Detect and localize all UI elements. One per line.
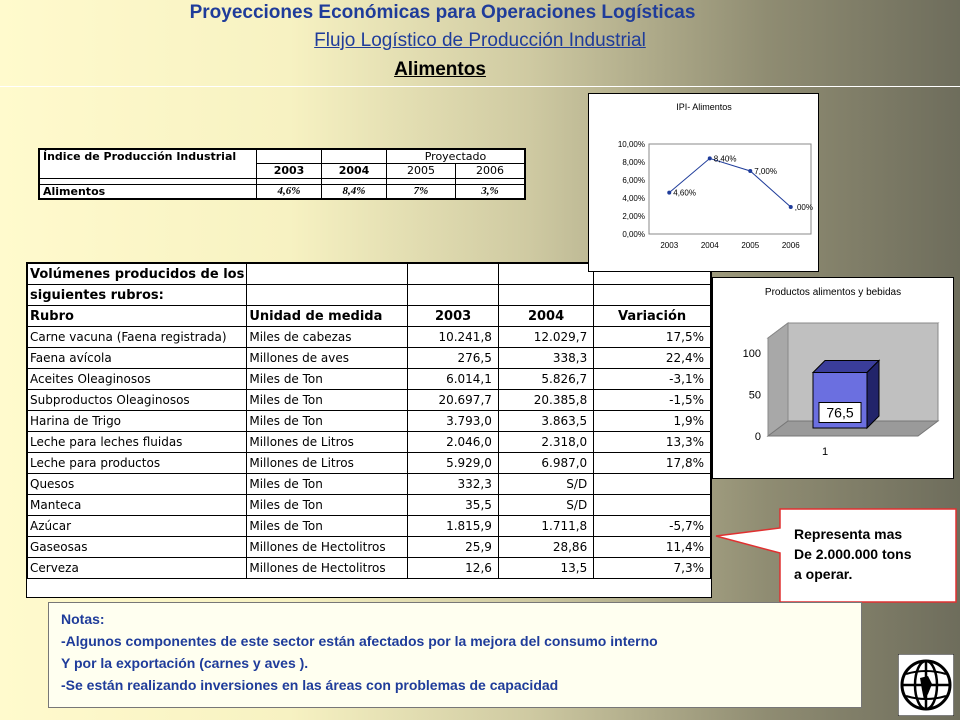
table-row bbox=[28, 432, 711, 453]
data-point bbox=[667, 191, 671, 195]
col-header-rubro: Rubro bbox=[28, 306, 247, 327]
cell-unidad: Miles de Ton bbox=[247, 495, 408, 516]
ipi-group-header: Proyectado bbox=[387, 150, 525, 164]
cell-unidad: Millones de Litros bbox=[247, 453, 408, 474]
ipi-value-2006: 3,% bbox=[456, 184, 525, 198]
ipi-year-2003: 2003 bbox=[257, 164, 322, 178]
data-label: 8,40% bbox=[713, 154, 737, 164]
ipi-value-2003: 4,6% bbox=[257, 184, 322, 198]
ipi-year-2006: 2006 bbox=[456, 164, 525, 178]
col-header-variacion: Variación bbox=[594, 306, 711, 327]
cell-rubro: Manteca bbox=[28, 495, 247, 516]
cell-rubro: Subproductos Oleaginosos bbox=[28, 390, 247, 411]
ipi-table-title: Índice de Producción Industrial bbox=[40, 150, 257, 179]
cell-2003: 12,6 bbox=[408, 558, 499, 579]
cell-2003: 6.014,1 bbox=[408, 369, 499, 390]
table-row bbox=[28, 537, 711, 558]
ipi-table bbox=[38, 148, 526, 200]
cell-2004: 6.987,0 bbox=[498, 453, 593, 474]
col-header-2003: 2003 bbox=[408, 306, 499, 327]
cell-2004: 13,5 bbox=[498, 558, 593, 579]
cell-2004: 1.711,8 bbox=[498, 516, 593, 537]
volumes-title-line2: siguientes rubros: bbox=[28, 285, 247, 306]
cell-unidad: Miles de Ton bbox=[247, 516, 408, 537]
cell-2004: 2.318,0 bbox=[498, 432, 593, 453]
cell-variacion: 22,4% bbox=[594, 348, 711, 369]
table-row bbox=[28, 474, 711, 495]
ipi-line-chart-svg bbox=[589, 94, 818, 271]
col-header-2004: 2004 bbox=[498, 306, 593, 327]
data-label: ,00% bbox=[794, 203, 813, 212]
x-tick-label: 1 bbox=[821, 446, 829, 458]
cell-rubro: Faena avícola bbox=[28, 348, 247, 369]
ipi-year-2005: 2005 bbox=[387, 164, 456, 178]
chart-title: Productos alimentos y bebidas bbox=[764, 287, 902, 298]
cell-rubro: Leche para productos bbox=[28, 453, 247, 474]
cell-2003: 20.697,7 bbox=[408, 390, 499, 411]
table-row bbox=[28, 390, 711, 411]
data-label: 4,60% bbox=[673, 188, 696, 198]
y-tick-label: 10,00% bbox=[617, 140, 645, 149]
y-tick-label: 8,00% bbox=[622, 158, 645, 167]
chart-title: IPI- Alimentos bbox=[676, 102, 732, 112]
ipi-year-2004: 2004 bbox=[322, 164, 387, 178]
x-tick-label: 2005 bbox=[741, 241, 760, 250]
cell-2004: S/D bbox=[498, 474, 593, 495]
table-row bbox=[28, 453, 711, 474]
cell-variacion: 17,8% bbox=[594, 453, 711, 474]
table-row bbox=[28, 411, 711, 432]
cell-rubro: Quesos bbox=[28, 474, 247, 495]
cell-2003: 332,3 bbox=[408, 474, 499, 495]
data-label: 7,00% bbox=[754, 167, 777, 176]
notes-heading: Notas: bbox=[61, 611, 105, 627]
chart-side-wall bbox=[768, 323, 788, 436]
cell-2004: 20.385,8 bbox=[498, 390, 593, 411]
notes-box bbox=[48, 602, 862, 708]
cell-variacion: 11,4% bbox=[594, 537, 711, 558]
cell-2003: 5.929,0 bbox=[408, 453, 499, 474]
cell-variacion: -1,5% bbox=[594, 390, 711, 411]
cell-2003: 3.793,0 bbox=[408, 411, 499, 432]
section-title: Alimentos bbox=[394, 59, 486, 80]
cell-rubro: Aceites Oleaginosos bbox=[28, 369, 247, 390]
y-tick-label: 2,00% bbox=[622, 212, 645, 221]
cell-unidad: Miles de cabezas bbox=[247, 327, 408, 348]
table-row bbox=[28, 369, 711, 390]
cell-variacion: 17,5% bbox=[594, 327, 711, 348]
y-tick-label: 6,00% bbox=[622, 176, 645, 185]
cell-variacion: 7,3% bbox=[594, 558, 711, 579]
cell-rubro: Azúcar bbox=[28, 516, 247, 537]
cell-rubro: Cerveza bbox=[28, 558, 247, 579]
cell-unidad: Miles de Ton bbox=[247, 369, 408, 390]
data-point bbox=[789, 205, 793, 209]
notes-line1: -Algunos componentes de este sector están afectados por la mejora del consumo interno bbox=[61, 633, 658, 649]
cell-rubro: Leche para leches fluidas bbox=[28, 432, 247, 453]
y-tick-label: 0,00% bbox=[622, 230, 645, 239]
cell-2003: 1.815,9 bbox=[408, 516, 499, 537]
cell-2004: 338,3 bbox=[498, 348, 593, 369]
cell-unidad: Millones de Hectolitros bbox=[247, 537, 408, 558]
data-point bbox=[708, 156, 712, 160]
cell-2003: 35,5 bbox=[408, 495, 499, 516]
cell-unidad: Miles de Ton bbox=[247, 474, 408, 495]
col-header-unidad: Unidad de medida bbox=[247, 306, 408, 327]
volumes-table bbox=[26, 262, 712, 598]
y-tick-label: 100 bbox=[742, 348, 761, 360]
cell-2004: S/D bbox=[498, 495, 593, 516]
products-bar-chart bbox=[712, 277, 954, 479]
ipi-value-2004: 8,4% bbox=[322, 184, 387, 198]
notes-line2: Y por la exportación (carnes y aves ). bbox=[61, 655, 309, 671]
cell-unidad: Millones de Litros bbox=[247, 432, 408, 453]
y-tick-label: 4,00% bbox=[622, 194, 645, 203]
cell-variacion bbox=[594, 495, 711, 516]
data-label: 76,5 bbox=[826, 404, 854, 421]
x-tick-label: 2004 bbox=[700, 241, 719, 250]
cell-unidad: Miles de Ton bbox=[247, 390, 408, 411]
cell-2004: 3.863,5 bbox=[498, 411, 593, 432]
cell-2004: 28,86 bbox=[498, 537, 593, 558]
data-point bbox=[748, 169, 752, 173]
cell-unidad: Millones de Hectolitros bbox=[247, 558, 408, 579]
ipi-value-2005: 7% bbox=[387, 184, 456, 198]
page-title: Proyecciones Económicas para Operaciones Logísticas bbox=[189, 2, 696, 23]
callout-text: Representa mas De 2.000.000 tons a operar. bbox=[794, 526, 912, 582]
cell-2004: 5.826,7 bbox=[498, 369, 593, 390]
table-row bbox=[28, 495, 711, 516]
cell-unidad: Miles de Ton bbox=[247, 411, 408, 432]
y-tick-label: 50 bbox=[748, 389, 761, 402]
cell-2003: 2.046,0 bbox=[408, 432, 499, 453]
notes-line3: -Se están realizando inversiones en las áreas con problemas de capacidad bbox=[61, 677, 559, 693]
cell-variacion bbox=[594, 474, 711, 495]
ipi-empty-cell bbox=[322, 150, 387, 164]
x-tick-label: 2003 bbox=[660, 241, 679, 250]
ipi-line-chart bbox=[588, 93, 819, 272]
cell-variacion: -3,1% bbox=[594, 369, 711, 390]
x-tick-label: 2006 bbox=[781, 241, 800, 250]
page-subtitle-link[interactable]: Flujo Logístico de Producción Industrial bbox=[314, 30, 646, 51]
cell-2003: 10.241,8 bbox=[408, 327, 499, 348]
cell-variacion: -5,7% bbox=[594, 516, 711, 537]
bar-side-face bbox=[867, 361, 879, 428]
cell-2004: 12.029,7 bbox=[498, 327, 593, 348]
cell-2003: 276,5 bbox=[408, 348, 499, 369]
products-bar-chart-svg bbox=[713, 278, 953, 478]
y-tick-label: 0 bbox=[754, 431, 761, 443]
table-row bbox=[28, 327, 711, 348]
cell-rubro: Gaseosas bbox=[28, 537, 247, 558]
cell-rubro: Harina de Trigo bbox=[28, 411, 247, 432]
cell-variacion: 13,3% bbox=[594, 432, 711, 453]
table-row bbox=[28, 516, 711, 537]
volumes-title-line1: Volúmenes producidos de los bbox=[28, 264, 247, 285]
ipi-row-label: Alimentos bbox=[40, 184, 257, 198]
ipi-empty-cell bbox=[257, 150, 322, 164]
cell-variacion: 1,9% bbox=[594, 411, 711, 432]
table-row bbox=[28, 348, 711, 369]
globe-logo-icon bbox=[898, 654, 954, 716]
header-divider bbox=[0, 86, 960, 87]
cell-rubro: Carne vacuna (Faena registrada) bbox=[28, 327, 247, 348]
cell-unidad: Millones de aves bbox=[247, 348, 408, 369]
table-row bbox=[28, 558, 711, 579]
cell-2003: 25,9 bbox=[408, 537, 499, 558]
